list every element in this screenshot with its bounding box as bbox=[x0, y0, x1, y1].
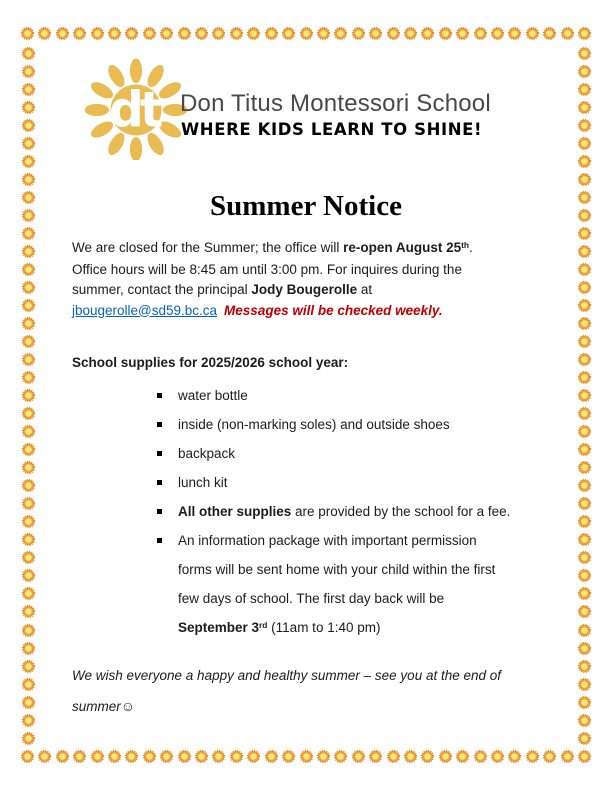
sun-border-icon bbox=[211, 749, 226, 764]
bullet-square-icon bbox=[157, 451, 162, 456]
sun-border-icon bbox=[577, 136, 592, 151]
closing-message bbox=[72, 660, 501, 722]
principal-name: Jody Bougerolle bbox=[251, 282, 358, 297]
sun-border-icon bbox=[577, 532, 592, 547]
sun-border-icon bbox=[577, 659, 592, 674]
sun-border-icon bbox=[490, 26, 505, 41]
sun-border-icon bbox=[194, 26, 209, 41]
sun-border-icon bbox=[246, 26, 261, 41]
ordinal-suffix: rd bbox=[259, 620, 268, 631]
sun-border-icon bbox=[368, 26, 383, 41]
closing-line-2 bbox=[72, 691, 501, 722]
sun-border-icon bbox=[577, 550, 592, 565]
first-day-hours: (11am to 1:40 pm) bbox=[267, 620, 381, 635]
sun-border-icon bbox=[577, 496, 592, 511]
sun-border-icon bbox=[577, 46, 592, 61]
sun-border-icon bbox=[21, 352, 36, 367]
sun-border-icon bbox=[577, 695, 592, 710]
sun-border-icon bbox=[21, 496, 36, 511]
sun-border-icon bbox=[577, 262, 592, 277]
sun-border-icon bbox=[577, 154, 592, 169]
sun-border-icon bbox=[403, 749, 418, 764]
sun-border-icon bbox=[577, 244, 592, 259]
intro-paragraph bbox=[72, 238, 473, 321]
sun-border-icon bbox=[403, 26, 418, 41]
sun-border-icon bbox=[473, 749, 488, 764]
sun-border-icon bbox=[159, 26, 174, 41]
border-right bbox=[576, 46, 592, 746]
sun-border-icon bbox=[299, 26, 314, 41]
sun-border-icon bbox=[21, 46, 36, 61]
sun-border-icon bbox=[577, 370, 592, 385]
bullet-square-icon bbox=[157, 422, 162, 427]
sun-border-icon bbox=[525, 749, 540, 764]
list-item bbox=[157, 497, 510, 526]
sun-border-icon bbox=[21, 388, 36, 403]
sun-border-icon bbox=[577, 226, 592, 241]
bullet-square-icon bbox=[157, 538, 162, 543]
bullet-square-icon bbox=[157, 393, 162, 398]
sun-border-icon bbox=[246, 749, 261, 764]
sun-border-icon bbox=[21, 731, 36, 746]
school-logo bbox=[85, 58, 505, 168]
sun-border-icon bbox=[577, 460, 592, 475]
sun-border-icon bbox=[21, 316, 36, 331]
list-item-text: inside (non-marking soles) and outside shoes bbox=[178, 417, 450, 432]
sun-border-icon bbox=[21, 118, 36, 133]
sun-border-icon bbox=[159, 749, 174, 764]
sun-border-icon bbox=[20, 26, 35, 41]
border-left bbox=[20, 46, 36, 746]
sun-border-icon bbox=[20, 749, 35, 764]
sun-border-icon bbox=[21, 677, 36, 692]
sun-border-icon bbox=[21, 586, 36, 601]
sun-border-icon bbox=[21, 641, 36, 656]
bullet-marker bbox=[157, 468, 178, 497]
sun-border-icon bbox=[229, 26, 244, 41]
sun-border-icon bbox=[21, 136, 36, 151]
reopen-date: re-open August 25 bbox=[343, 240, 462, 255]
sun-border-icon bbox=[21, 64, 36, 79]
sun-border-icon bbox=[21, 406, 36, 421]
sun-border-icon bbox=[438, 26, 453, 41]
list-item bbox=[157, 381, 510, 410]
sun-border-icon bbox=[21, 623, 36, 638]
sun-border-icon bbox=[90, 26, 105, 41]
info-line: few days of school. The first day back will be bbox=[178, 591, 445, 606]
bullet-marker bbox=[157, 439, 178, 468]
list-item bbox=[157, 468, 510, 497]
school-tagline: WHERE KIDS LEARN TO SHINE! bbox=[181, 120, 483, 139]
sun-border-icon bbox=[420, 26, 435, 41]
sun-border-icon bbox=[577, 713, 592, 728]
fee-item-bold: All other supplies bbox=[178, 504, 292, 519]
sun-border-icon bbox=[21, 262, 36, 277]
sun-border-icon bbox=[281, 26, 296, 41]
sun-border-icon bbox=[368, 749, 383, 764]
sun-border-icon bbox=[577, 641, 592, 656]
sun-border-icon bbox=[577, 731, 592, 746]
sun-border-icon bbox=[142, 749, 157, 764]
intro-line-2: Office hours will be 8:45 am until 3:00 pm. For inquires during the bbox=[72, 261, 462, 277]
smiley-icon: ☺ bbox=[120, 698, 136, 714]
sun-border-icon bbox=[577, 478, 592, 493]
sun-border-icon bbox=[194, 749, 209, 764]
info-line: forms will be sent home with your child within the first bbox=[178, 562, 496, 577]
supplies-list bbox=[157, 381, 510, 644]
sun-border-icon bbox=[577, 442, 592, 457]
sun-border-icon bbox=[577, 64, 592, 79]
bullet-marker bbox=[157, 526, 178, 644]
sun-border-icon bbox=[21, 298, 36, 313]
sun-border-icon bbox=[577, 82, 592, 97]
sun-border-icon bbox=[21, 226, 36, 241]
sun-border-icon bbox=[281, 749, 296, 764]
sun-border-icon bbox=[21, 280, 36, 295]
sun-border-icon bbox=[577, 568, 592, 583]
sun-border-icon bbox=[264, 26, 279, 41]
sun-border-icon bbox=[333, 749, 348, 764]
sun-border-icon bbox=[386, 749, 401, 764]
sun-border-icon bbox=[72, 26, 87, 41]
ordinal-suffix: th bbox=[461, 240, 470, 251]
sun-border-icon bbox=[438, 749, 453, 764]
supplies-heading: School supplies for 2025/2026 school year: bbox=[72, 355, 349, 370]
sun-border-icon bbox=[21, 442, 36, 457]
sun-border-icon bbox=[55, 749, 70, 764]
sun-border-icon bbox=[55, 26, 70, 41]
sun-border-icon bbox=[473, 26, 488, 41]
intro-text: at bbox=[357, 282, 373, 297]
sun-border-icon bbox=[577, 298, 592, 313]
sun-border-icon bbox=[264, 749, 279, 764]
closing-text: summer bbox=[72, 699, 121, 714]
sun-border-icon bbox=[177, 26, 192, 41]
list-item-text: water bottle bbox=[178, 388, 248, 403]
sun-border-icon bbox=[577, 316, 592, 331]
sun-border-icon bbox=[577, 100, 592, 115]
sun-border-icon bbox=[455, 749, 470, 764]
border-bottom bbox=[20, 748, 592, 764]
sun-border-icon bbox=[21, 695, 36, 710]
sun-logo-icon bbox=[85, 58, 187, 160]
sun-border-icon bbox=[37, 749, 52, 764]
sun-border-icon bbox=[525, 26, 540, 41]
sun-border-icon bbox=[560, 26, 575, 41]
sun-border-icon bbox=[299, 749, 314, 764]
sun-border-icon bbox=[577, 406, 592, 421]
school-name: Don Titus Montessori School bbox=[180, 90, 491, 117]
sun-border-icon bbox=[21, 550, 36, 565]
intro-text: We are closed for the Summer; the office will bbox=[72, 240, 344, 255]
sun-border-icon bbox=[21, 478, 36, 493]
sun-border-icon bbox=[107, 26, 122, 41]
sun-border-icon bbox=[577, 749, 592, 764]
sun-border-icon bbox=[124, 26, 139, 41]
sun-border-icon bbox=[577, 604, 592, 619]
logo-monogram: dt bbox=[108, 80, 160, 139]
email-link[interactable]: jbougerolle@sd59.bc.ca bbox=[72, 302, 218, 318]
sun-border-icon bbox=[142, 26, 157, 41]
sun-border-icon bbox=[577, 26, 592, 41]
list-item-text bbox=[178, 497, 510, 526]
sun-border-icon bbox=[560, 749, 575, 764]
warning-text: Messages will be checked weekly. bbox=[224, 302, 443, 318]
intro-line-1 bbox=[72, 238, 473, 260]
sun-border-icon bbox=[21, 82, 36, 97]
sun-border-icon bbox=[21, 604, 36, 619]
sun-border-icon bbox=[577, 514, 592, 529]
list-item bbox=[157, 410, 510, 439]
sun-border-icon bbox=[21, 100, 36, 115]
page-title: Summer Notice bbox=[210, 190, 402, 222]
sun-border-icon bbox=[21, 713, 36, 728]
list-item bbox=[157, 526, 510, 644]
sun-border-icon bbox=[577, 334, 592, 349]
sun-border-icon bbox=[455, 26, 470, 41]
sun-border-icon bbox=[316, 26, 331, 41]
info-line: An information package with important permission bbox=[178, 533, 477, 548]
bullet-marker bbox=[157, 497, 178, 526]
sun-border-icon bbox=[577, 352, 592, 367]
sun-border-icon bbox=[490, 749, 505, 764]
sun-border-icon bbox=[507, 749, 522, 764]
sun-border-icon bbox=[577, 172, 592, 187]
sun-border-icon bbox=[386, 26, 401, 41]
sun-border-icon bbox=[577, 118, 592, 133]
sun-border-icon bbox=[420, 749, 435, 764]
first-day-date: September 3 bbox=[178, 620, 260, 635]
sun-border-icon bbox=[21, 172, 36, 187]
sun-border-icon bbox=[21, 154, 36, 169]
sun-border-icon bbox=[542, 26, 557, 41]
fee-item-rest: are provided by the school for a fee. bbox=[291, 504, 511, 519]
sun-border-icon bbox=[577, 388, 592, 403]
bullet-marker bbox=[157, 381, 178, 410]
sun-border-icon bbox=[316, 749, 331, 764]
sun-border-icon bbox=[90, 749, 105, 764]
intro-period: . bbox=[469, 240, 473, 255]
sun-border-icon bbox=[72, 749, 87, 764]
sun-border-icon bbox=[21, 334, 36, 349]
sun-border-icon bbox=[577, 677, 592, 692]
bullet-square-icon bbox=[157, 480, 162, 485]
border-top bbox=[20, 25, 592, 41]
sun-border-icon bbox=[577, 586, 592, 601]
sun-border-icon bbox=[124, 749, 139, 764]
bullet-square-icon bbox=[157, 509, 162, 514]
sun-border-icon bbox=[577, 623, 592, 638]
closing-line-1: We wish everyone a happy and healthy summer – see you at the end of bbox=[72, 668, 502, 683]
sun-border-icon bbox=[333, 26, 348, 41]
sun-border-icon bbox=[21, 568, 36, 583]
sun-border-icon bbox=[211, 26, 226, 41]
sun-border-icon bbox=[107, 749, 122, 764]
sun-border-icon bbox=[21, 514, 36, 529]
sun-border-icon bbox=[577, 424, 592, 439]
sun-border-icon bbox=[177, 749, 192, 764]
sun-border-icon bbox=[351, 749, 366, 764]
sun-border-icon bbox=[21, 460, 36, 475]
list-item bbox=[157, 439, 510, 468]
sun-border-icon bbox=[21, 659, 36, 674]
sun-border-icon bbox=[507, 26, 522, 41]
sun-border-icon bbox=[37, 26, 52, 41]
intro-line-4 bbox=[72, 301, 473, 322]
sun-border-icon bbox=[351, 26, 366, 41]
sun-border-icon bbox=[21, 370, 36, 385]
sun-border-icon bbox=[229, 749, 244, 764]
list-item-text: backpack bbox=[178, 446, 236, 461]
intro-line-3 bbox=[72, 280, 473, 301]
list-item-text: lunch kit bbox=[178, 475, 228, 490]
sun-border-icon bbox=[577, 280, 592, 295]
sun-border-icon bbox=[21, 424, 36, 439]
list-item-text bbox=[178, 526, 495, 644]
sun-border-icon bbox=[542, 749, 557, 764]
sun-border-icon bbox=[21, 532, 36, 547]
bullet-marker bbox=[157, 410, 178, 439]
sun-border-icon bbox=[21, 244, 36, 259]
intro-text: summer, contact the principal bbox=[72, 282, 252, 297]
